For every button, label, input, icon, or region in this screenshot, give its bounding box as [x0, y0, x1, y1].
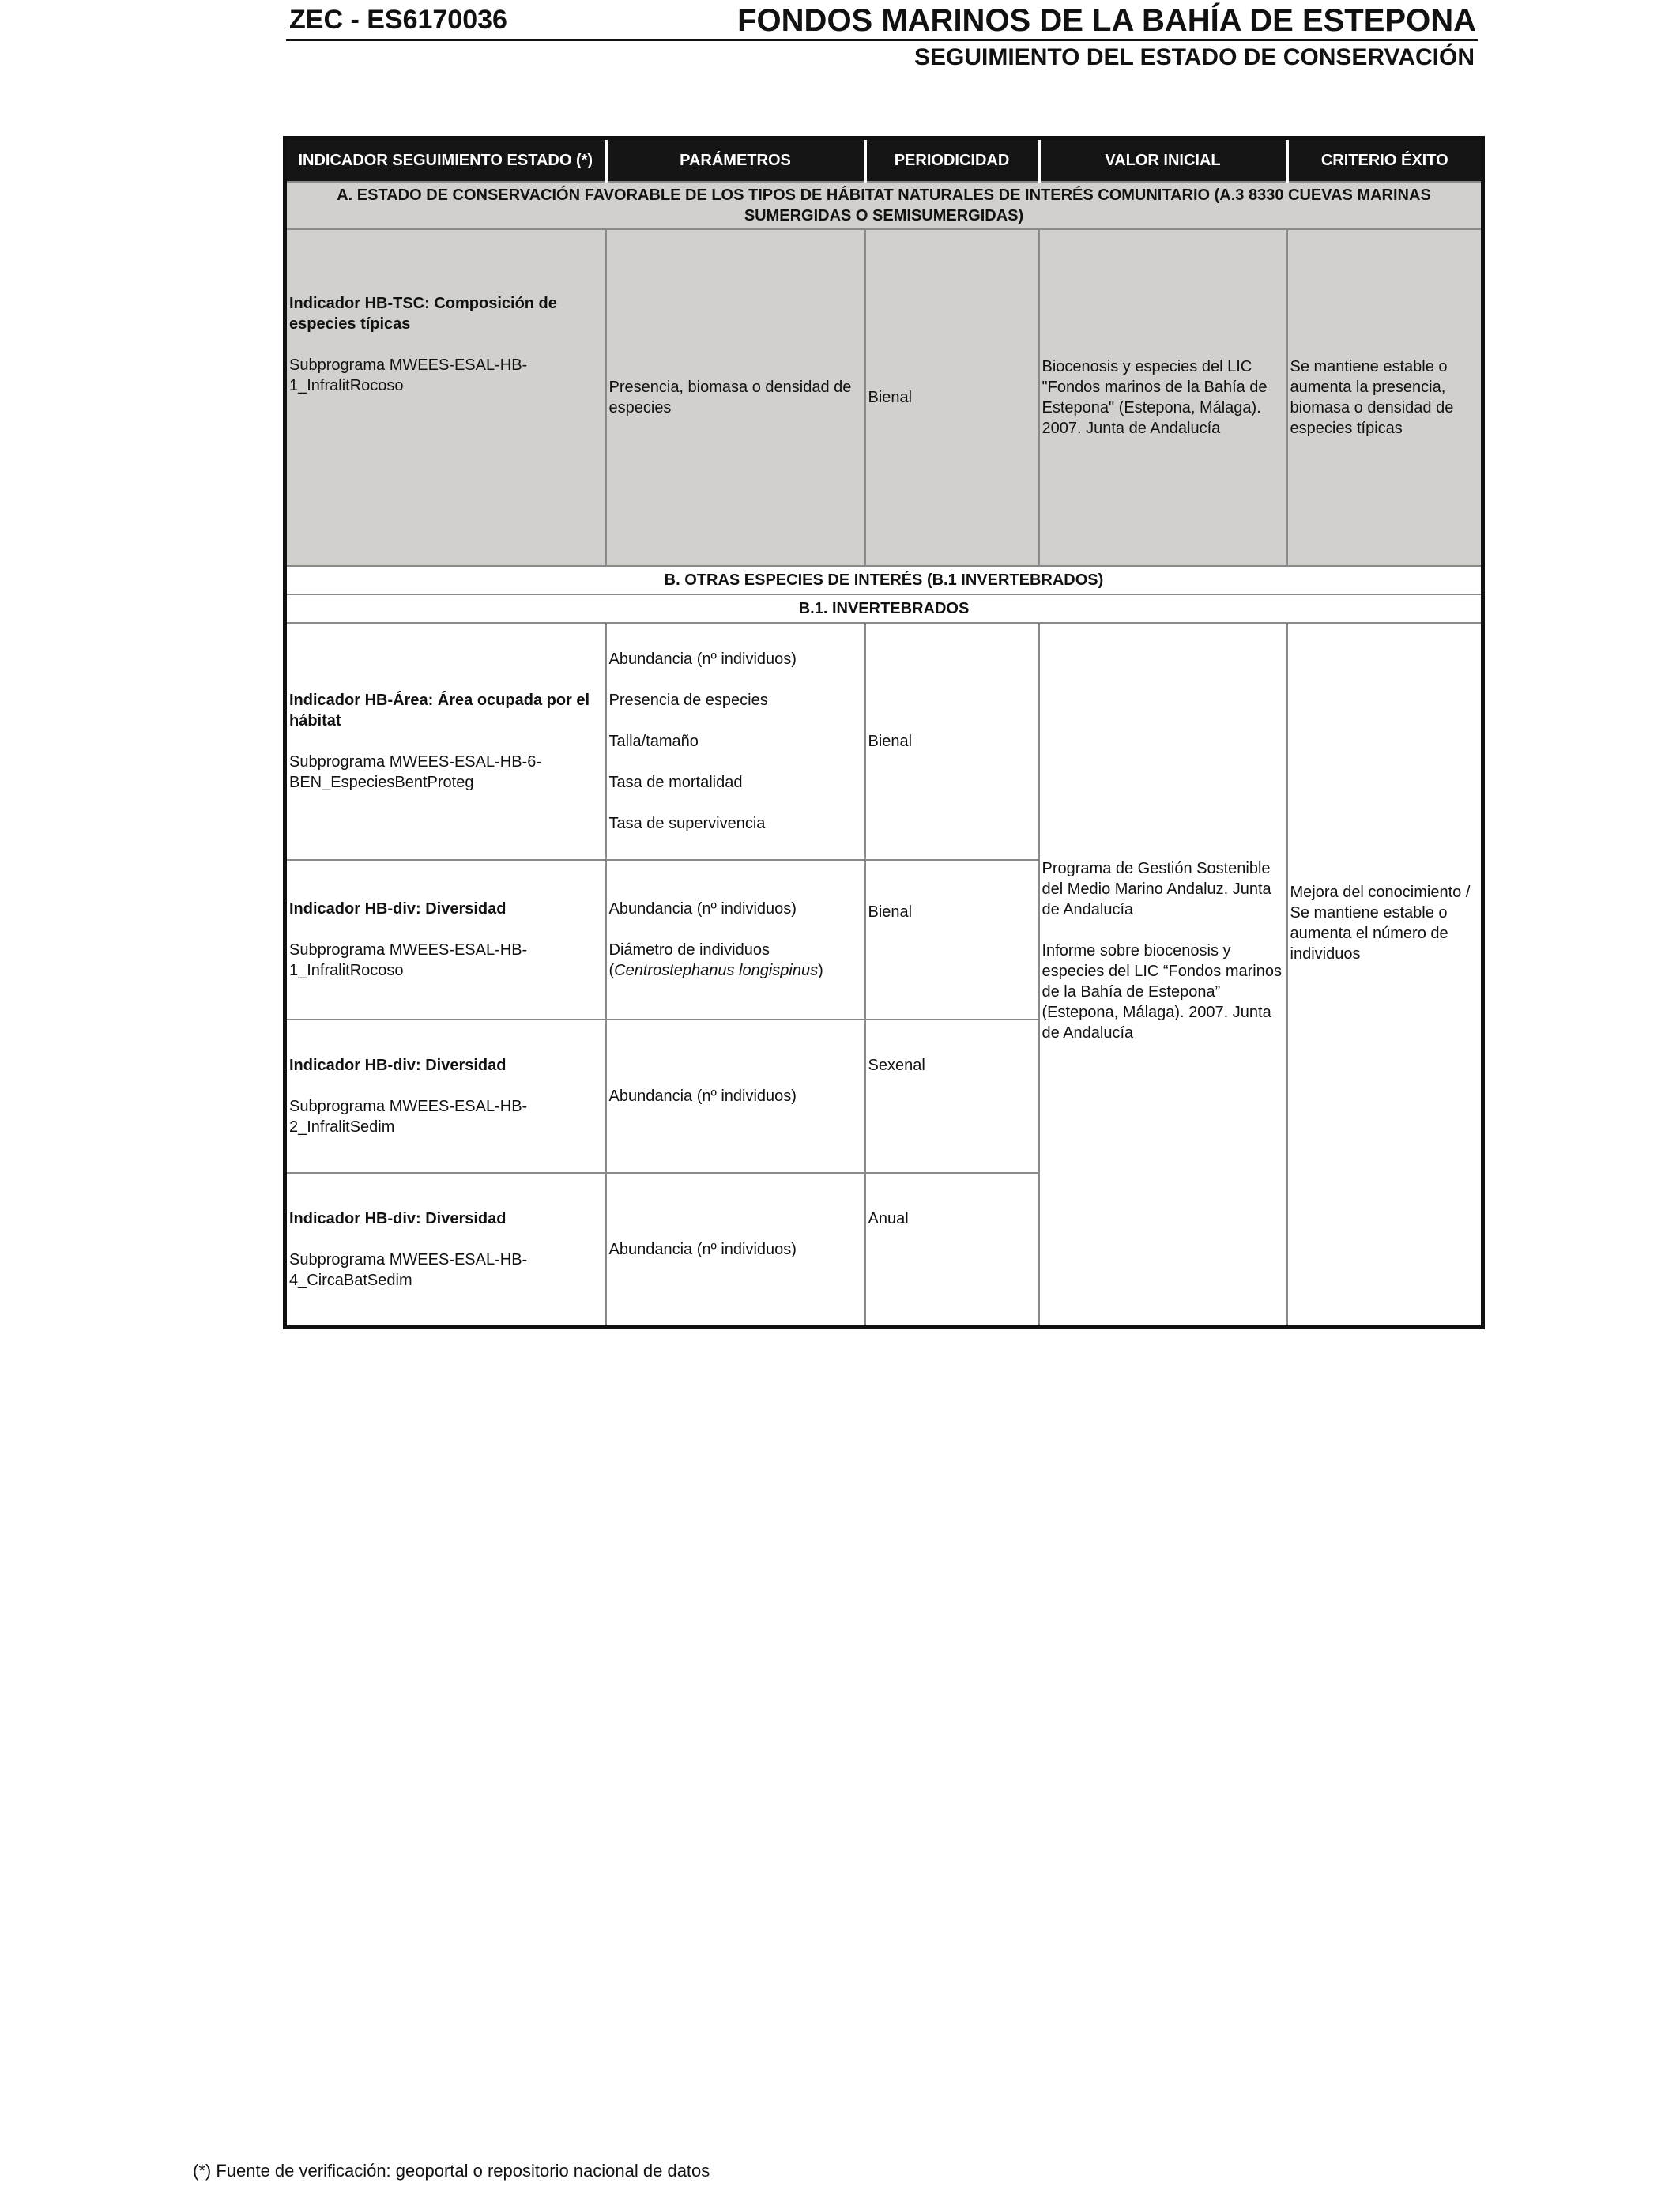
parameter-item: Presencia de especies	[608, 692, 768, 709]
periodicity-cell: Anual	[865, 1173, 1039, 1328]
parameter-item: Diámetro de individuos (Centrostephanus longispinus)	[608, 941, 823, 979]
success-cell: Se mantiene estable o aumenta la presencia, biomasa o densidad de especies típicas	[1287, 229, 1483, 566]
parameter-item: Tasa de mortalidad	[608, 774, 743, 791]
col-header-success: CRITERIO ÉXITO	[1287, 138, 1483, 183]
parameter-item: Tasa de supervivencia	[608, 815, 766, 832]
indicator-cell	[285, 623, 606, 860]
parameters-cell	[606, 1173, 865, 1328]
indicator-cell	[285, 229, 606, 566]
periodicity-cell: Sexenal	[865, 1020, 1039, 1173]
page-title: FONDOS MARINOS DE LA BAHÍA DE ESTEPONA	[737, 3, 1476, 38]
indicator-cell	[285, 860, 606, 1020]
species-name: Centrostephanus longispinus	[614, 962, 819, 979]
parameters-cell	[606, 860, 865, 1020]
indicator-name: Indicador HB-TSC: Composición de especies típicas	[289, 295, 557, 333]
page-subtitle: SEGUIMIENTO DEL ESTADO DE CONSERVACIÓN	[914, 44, 1475, 70]
subprogram: Subprograma MWEES-ESAL-HB-1_InfralitRocoso	[289, 941, 528, 979]
periodicity-cell: Bienal	[865, 623, 1039, 860]
parameter-item: Talla/tamaño	[608, 733, 699, 750]
parameter-item: Abundancia (nº individuos)	[608, 650, 797, 668]
section-a-row	[285, 182, 1483, 229]
indicator-name: Indicador HB-div: Diversidad	[289, 900, 507, 918]
col-header-indicator: INDICADOR SEGUIMIENTO ESTADO (*)	[285, 138, 606, 183]
parameters-cell	[606, 1020, 865, 1173]
parameters-cell: Presencia, biomasa o densidad de especies	[606, 229, 865, 566]
col-header-initial-value: VALOR INICIAL	[1039, 138, 1287, 183]
parameter-item: Abundancia (nº individuos)	[608, 900, 797, 918]
subprogram: Subprograma MWEES-ESAL-HB-6-BEN_EspeciesBentProteg	[289, 753, 541, 791]
initial-value-line: Programa de Gestión Sostenible del Medio Marino Andaluz. Junta de Andalucía	[1042, 860, 1271, 918]
periodicity-cell: Bienal	[865, 229, 1039, 566]
periodicity-cell: Bienal	[865, 860, 1039, 1020]
section-b1-row	[285, 594, 1483, 623]
header-rule	[286, 39, 1478, 41]
indicator-name: Indicador HB-div: Diversidad	[289, 1210, 507, 1227]
table-row	[285, 623, 1483, 860]
indicator-name: Indicador HB-div: Diversidad	[289, 1057, 507, 1074]
parameter-item: Abundancia (nº individuos)	[608, 1088, 797, 1105]
initial-value-line: Informe sobre biocenosis y especies del LIC “Fondos marinos de la Bahía de Estepona” (Estepona, Málaga). 2007. Junta de Andalucía	[1042, 942, 1282, 1042]
initial-value-cell	[1039, 623, 1287, 1328]
table-header-row	[285, 138, 1483, 183]
parameter-extra: Diámetro de individuos	[608, 941, 770, 959]
site-code: ZEC - ES6170036	[289, 5, 507, 35]
indicator-name: Indicador HB-Área: Área ocupada por el hábitat	[289, 692, 590, 729]
indicator-cell	[285, 1020, 606, 1173]
col-header-periodicity: PERIODICIDAD	[865, 138, 1039, 183]
parameters-cell	[606, 623, 865, 860]
col-header-parameters: PARÁMETROS	[606, 138, 865, 183]
success-cell: Mejora del conocimiento / Se mantiene estable o aumenta el número de individuos	[1287, 623, 1483, 1328]
subprogram: Subprograma MWEES-ESAL-HB-4_CircaBatSedim	[289, 1251, 528, 1289]
table-row	[285, 229, 1483, 566]
subprogram: Subprograma MWEES-ESAL-HB-2_InfralitSedim	[289, 1098, 528, 1136]
parameter-item: Abundancia (nº individuos)	[608, 1241, 797, 1258]
section-b-title: B. OTRAS ESPECIES DE INTERÉS (B.1 INVERTEBRADOS)	[285, 566, 1483, 594]
indicator-cell	[285, 1173, 606, 1328]
section-b-row	[285, 566, 1483, 594]
section-b1-title: B.1. INVERTEBRADOS	[285, 594, 1483, 623]
section-a-title: A. ESTADO DE CONSERVACIÓN FAVORABLE DE LOS TIPOS DE HÁBITAT NATURALES DE INTERÉS COMUNITARIO (A.3 8330 CUEVAS MARINAS SUMERGIDAS O SEMISUMERGIDAS)	[285, 182, 1483, 229]
initial-value-cell: Biocenosis y especies del LIC "Fondos marinos de la Bahía de Estepona" (Estepona, Málaga). 2007. Junta de Andalucía	[1039, 229, 1287, 566]
footnote: (*) Fuente de verificación: geoportal o repositorio nacional de datos	[193, 2161, 710, 2181]
monitoring-table	[283, 136, 1485, 1329]
subprogram: Subprograma MWEES-ESAL-HB-1_InfralitRocoso	[289, 356, 528, 394]
